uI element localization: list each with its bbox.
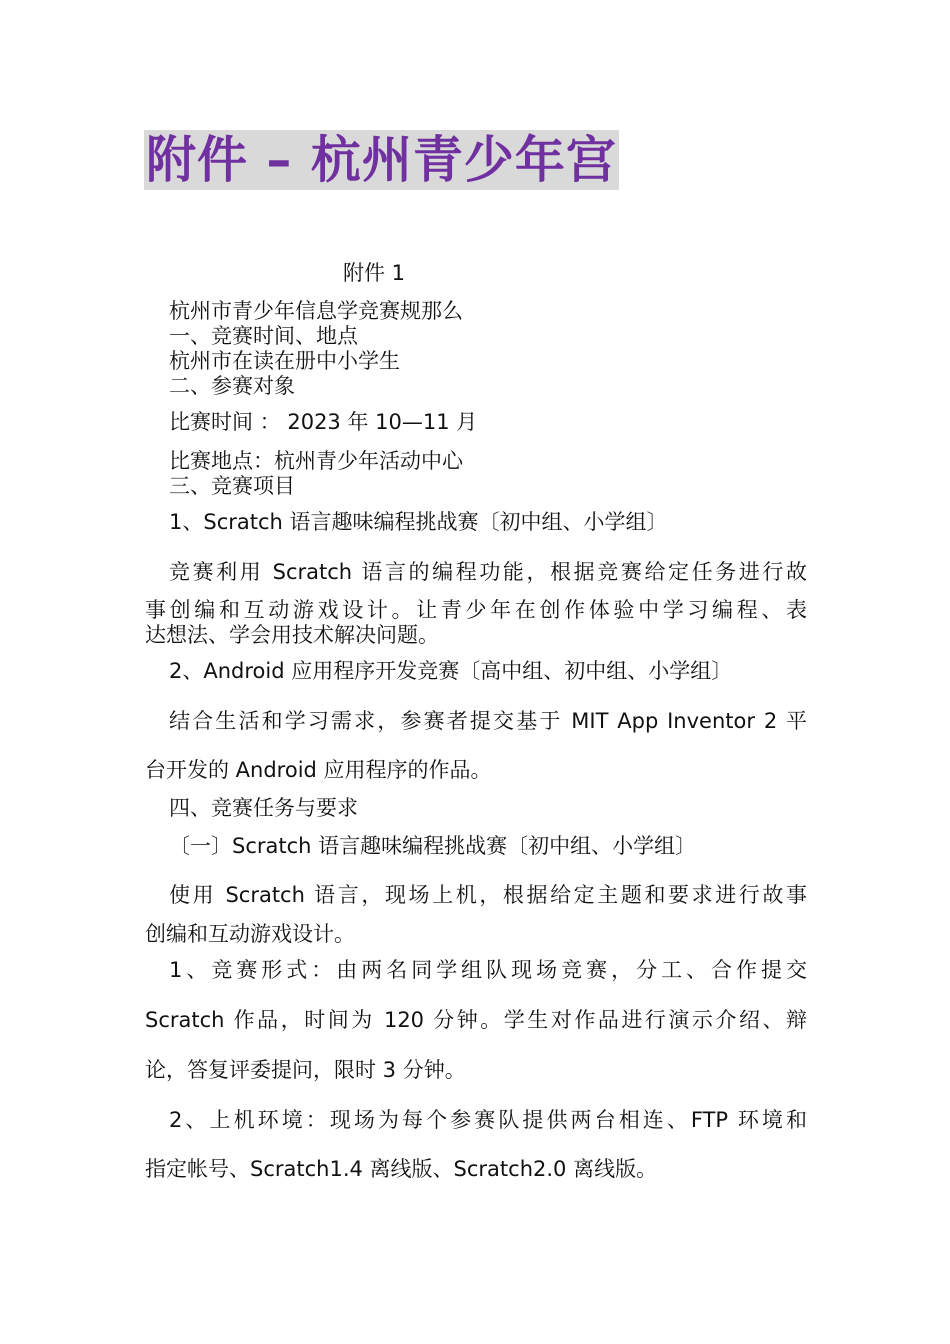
paragraph-line: 竞赛利用 Scratch 语言的编程功能，根据竞赛给定任务进行故	[169, 560, 807, 584]
subsection-heading: 〔一〕Scratch 语言趣味编程挑战赛〔初中组、小学组〕	[169, 834, 697, 858]
paragraph-line: Scratch 作品，时间为 120 分钟。学生对作品进行演示介绍、辩	[145, 1008, 807, 1032]
paragraph-line: 创编和互动游戏设计。	[145, 922, 355, 946]
paragraph-line: 1、竞赛形式：由两名同学组队现场竞赛，分工、合作提交	[169, 958, 807, 982]
rules-heading: 杭州市青少年信息学竞赛规那么	[169, 299, 463, 323]
paragraph-line: 论，答复评委提问，限时 3 分钟。	[145, 1058, 466, 1082]
section-heading-2: 二、参赛对象	[169, 374, 295, 398]
paragraph-line: 事创编和互动游戏设计。让青少年在创作体验中学习编程、表	[145, 598, 807, 622]
paragraph-line: 2、上机环境：现场为每个参赛队提供两台相连、FTP 环境和	[169, 1108, 807, 1132]
paragraph-line: 台开发的 Android 应用程序的作品。	[145, 758, 492, 782]
paragraph-line: 结合生活和学习需求，参赛者提交基于 MIT App Inventor 2 平	[169, 709, 807, 733]
attachment-label: 附件 1	[343, 261, 406, 285]
paragraph-line: 指定帐号、Scratch1.4 离线版、Scratch2.0 离线版。	[145, 1157, 658, 1181]
text-line: 比赛时间 ： 2023 年 10—11 月	[169, 410, 478, 434]
text-line: 比赛地点：杭州青少年活动中心	[169, 449, 463, 473]
document-title: 附件 – 杭州青少年宫	[146, 131, 617, 189]
paragraph-line: 达想法、学会用技术解决问题。	[145, 623, 439, 647]
section-heading-3: 三、竞赛项目	[169, 474, 295, 498]
item-heading: 2、Android 应用程序开发竞赛〔高中组、初中组、小学组〕	[169, 659, 733, 683]
item-heading: 1、Scratch 语言趣味编程挑战赛〔初中组、小学组〕	[169, 510, 668, 534]
paragraph-line: 使用 Scratch 语言，现场上机，根据给定主题和要求进行故事	[169, 883, 807, 907]
section-heading-4: 四、竞赛任务与要求	[169, 796, 358, 820]
section-heading-1: 一、竞赛时间、地点	[169, 324, 358, 348]
text-line: 杭州市在读在册中小学生	[169, 349, 400, 373]
